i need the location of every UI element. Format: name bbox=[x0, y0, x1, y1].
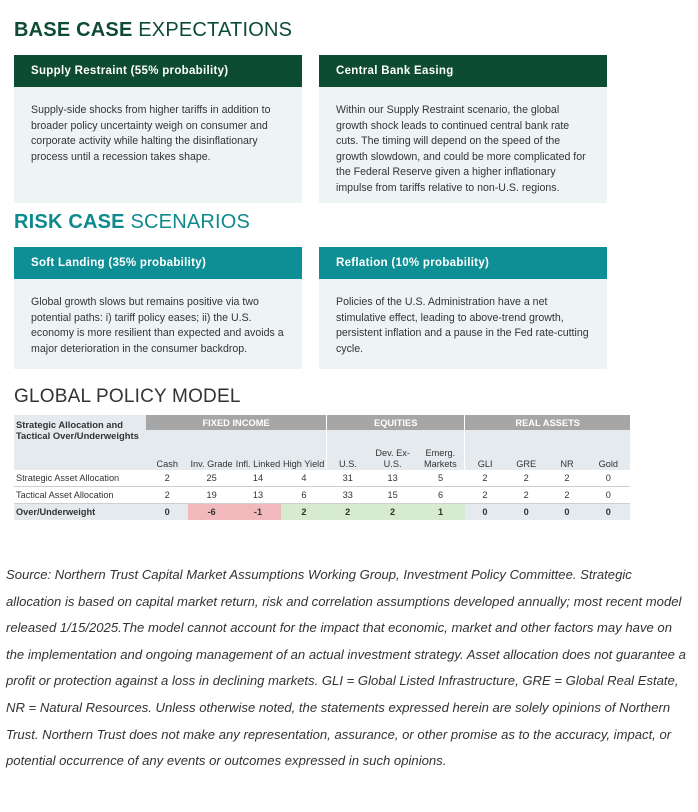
cell: 31 bbox=[327, 470, 369, 487]
cell-positive: 2 bbox=[327, 504, 369, 521]
card-body: Policies of the U.S. Administration have a net stimulative effect, leading to above-trend growth, persistent inflation and a pause in the Fed rate-cutting cycle. bbox=[336, 296, 589, 355]
col-header: Inv. Grade bbox=[188, 430, 234, 470]
soft-landing-card bbox=[14, 247, 302, 369]
col-header: GLI bbox=[465, 430, 505, 470]
policy-model-table bbox=[14, 415, 630, 520]
group-equities: EQUITIES bbox=[327, 415, 465, 430]
base-case-title bbox=[14, 19, 292, 42]
card-body: Within our Supply Restraint scenario, the global growth shock leads to continued central bank rate cuts. The timing will depend on the speed of the growth slowdown, and could be more complicated for the Federal Reserve given a higher inflationary impulse from tariffs relative to non-U.S. regions. bbox=[336, 104, 586, 194]
cell: 15 bbox=[369, 487, 416, 504]
supply-restraint-card bbox=[14, 55, 302, 203]
col-header: Infl. Linked bbox=[235, 430, 281, 470]
cell: 13 bbox=[235, 487, 281, 504]
cell: 2 bbox=[146, 470, 188, 487]
col-header: U.S. bbox=[327, 430, 369, 470]
card-body: Global growth slows but remains positive via two potential paths: i) tariff policy eases; ii) the U.S. economy is more resilient than expected and avoids a major deterioration in the consumer backdrop. bbox=[31, 296, 284, 355]
col-header: NR bbox=[547, 430, 586, 470]
cell: 19 bbox=[188, 487, 234, 504]
cell: 2 bbox=[146, 487, 188, 504]
cell: 33 bbox=[327, 487, 369, 504]
cell: 4 bbox=[281, 470, 326, 487]
col-header: Gold bbox=[587, 430, 630, 470]
cell: 0 bbox=[587, 504, 630, 521]
cell: 6 bbox=[281, 487, 326, 504]
cell: 6 bbox=[416, 487, 464, 504]
cell-negative: -1 bbox=[235, 504, 281, 521]
cell: 0 bbox=[587, 470, 630, 487]
card-body: Supply-side shocks from higher tariffs in addition to broader policy uncertainty weigh on consumer and corporate activity while halting the disinflationary process until a recession takes shape. bbox=[31, 104, 271, 163]
central-bank-easing-card bbox=[319, 55, 607, 203]
risk-case-title bbox=[14, 211, 250, 234]
group-real-assets: REAL ASSETS bbox=[465, 415, 630, 430]
cell: 2 bbox=[547, 470, 586, 487]
cell: 5 bbox=[416, 470, 464, 487]
risk-case-title-rest: SCENARIOS bbox=[124, 211, 251, 233]
col-header: Cash bbox=[146, 430, 188, 470]
cell-positive: 2 bbox=[369, 504, 416, 521]
cell: 14 bbox=[235, 470, 281, 487]
group-fixed-income: FIXED INCOME bbox=[146, 415, 327, 430]
cell: 0 bbox=[587, 487, 630, 504]
source-disclaimer: Source: Northern Trust Capital Market Assumptions Working Group, Investment Policy Committee. Strategic allocation is based on capital market return, risk and correlation assumptions developed annually; most recent model released 1/15/2025.The model cannot account for the impact that economic, market and other factors may have on the implementation and ongoing management of an actual investment strategy. Asset allocation does not guarantee a profit or protection against a loss in declining markets. GLI = Global Listed Infrastructure, GRE = Global Real Estate, NR = Natural Resources. Unless otherwise noted, the statements expressed herein are solely opinions of Northern Trust. Northern Trust does not make any representation, assurance, or other promise as to the accuracy, impact, or potential occurrence of any events or outcomes expressed in such opinions. bbox=[6, 567, 686, 769]
card-heading: Reflation (10% probability) bbox=[319, 247, 607, 279]
col-header: Dev. Ex-U.S. bbox=[369, 430, 416, 470]
cell-positive: 1 bbox=[416, 504, 464, 521]
cell-negative: -6 bbox=[188, 504, 234, 521]
row-label: Tactical Asset Allocation bbox=[14, 487, 146, 504]
cell: 0 bbox=[465, 504, 505, 521]
over-underweight-row bbox=[14, 504, 630, 521]
cell: 2 bbox=[505, 487, 547, 504]
cell: 2 bbox=[547, 487, 586, 504]
cell: 13 bbox=[369, 470, 416, 487]
risk-case-title-bold: RISK CASE bbox=[14, 211, 125, 233]
card-heading: Soft Landing (35% probability) bbox=[14, 247, 302, 279]
group-header-row bbox=[14, 415, 630, 430]
cell: 2 bbox=[465, 470, 505, 487]
row-header-label: Strategic Allocation and Tactical Over/Underweights bbox=[14, 415, 146, 470]
cell: 0 bbox=[505, 504, 547, 521]
table-row bbox=[14, 487, 630, 504]
base-case-title-rest: EXPECTATIONS bbox=[132, 19, 293, 41]
cell: 25 bbox=[188, 470, 234, 487]
cell: 2 bbox=[465, 487, 505, 504]
card-heading: Central Bank Easing bbox=[319, 55, 607, 87]
col-header: High Yield bbox=[281, 430, 326, 470]
reflation-card bbox=[319, 247, 607, 369]
row-label: Strategic Asset Allocation bbox=[14, 470, 146, 487]
global-policy-model-title: GLOBAL POLICY MODEL bbox=[14, 386, 241, 407]
row-label: Over/Underweight bbox=[14, 504, 146, 521]
table-row bbox=[14, 470, 630, 487]
cell: 0 bbox=[146, 504, 188, 521]
card-heading: Supply Restraint (55% probability) bbox=[14, 55, 302, 87]
col-header: GRE bbox=[505, 430, 547, 470]
cell-positive: 2 bbox=[281, 504, 326, 521]
base-case-title-bold: BASE CASE bbox=[14, 19, 133, 41]
col-header: Emerg. Markets bbox=[416, 430, 464, 470]
cell: 0 bbox=[547, 504, 586, 521]
cell: 2 bbox=[505, 470, 547, 487]
